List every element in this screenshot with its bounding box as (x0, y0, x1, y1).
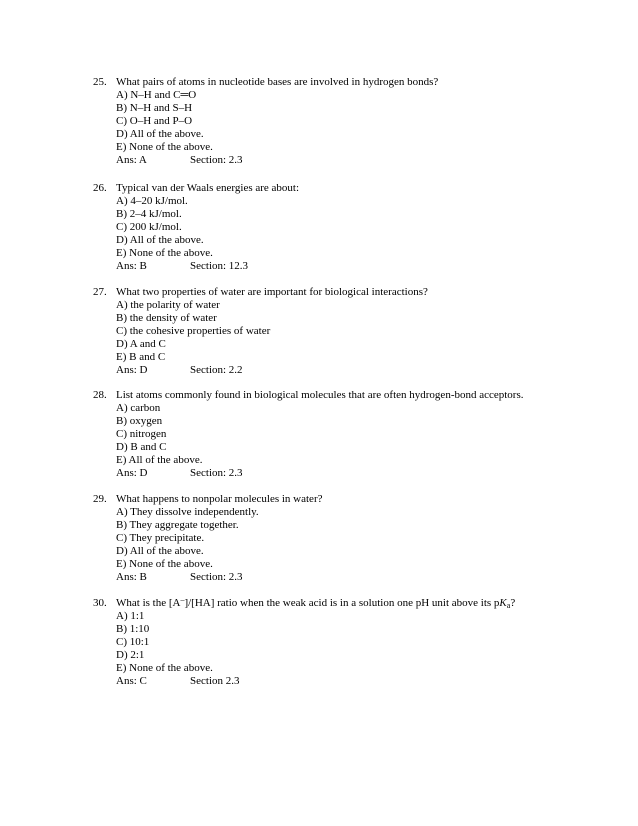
option-c: C) nitrogen (116, 428, 167, 440)
option-d: D) All of the above. (116, 128, 204, 140)
question-text (116, 597, 613, 610)
option-a: A) N–H and C═O (116, 89, 197, 101)
option-b: B) 1:10 (116, 623, 150, 635)
section-ref: Section: 2.3 (190, 154, 243, 166)
question-30 (93, 597, 613, 688)
option-e: E) None of the above. (116, 141, 213, 153)
question-28 (93, 389, 613, 480)
option-a: A) 1:1 (116, 610, 145, 622)
option-d: D) A and C (116, 338, 166, 350)
answer: Ans: C (116, 675, 147, 687)
question-27 (93, 286, 613, 377)
question-26 (93, 182, 613, 273)
option-c: C) 10:1 (116, 636, 150, 648)
answer: Ans: B (116, 571, 147, 583)
question-text: What two properties of water are important for biological interactions? (116, 286, 428, 298)
option-b: B) the density of water (116, 312, 217, 324)
answer: Ans: A (116, 154, 147, 166)
section-ref: Section: 2.3 (190, 467, 243, 479)
option-e: E) B and C (116, 351, 166, 363)
option-e: E) All of the above. (116, 454, 203, 466)
answer: Ans: B (116, 260, 147, 272)
question-text: Typical van der Waals energies are about: (116, 182, 300, 194)
option-a: A) the polarity of water (116, 299, 220, 311)
option-c: C) They precipitate. (116, 532, 205, 544)
ka-symbol: K (499, 597, 507, 609)
question-number: 28. (93, 389, 107, 401)
option-a: A) 4–20 kJ/mol. (116, 195, 188, 207)
question-text-middle: ]/[HA] ratio when the weak acid is in a solution one pH unit above its p (184, 597, 500, 609)
option-a: A) They dissolve independently. (116, 506, 259, 518)
option-d: D) 2:1 (116, 649, 145, 661)
option-c: C) O–H and P–O (116, 115, 193, 127)
question-number: 25. (93, 76, 107, 88)
option-e: E) None of the above. (116, 558, 213, 570)
ka-subscript: a (506, 601, 511, 610)
section-ref: Section: 2.3 (190, 571, 243, 583)
question-text-start: What is the [A (116, 597, 181, 609)
section-ref: Section 2.3 (190, 675, 240, 687)
option-c: C) the cohesive properties of water (116, 325, 271, 337)
option-e: E) None of the above. (116, 662, 213, 674)
question-25 (93, 76, 613, 167)
question-text: List atoms commonly found in biological molecules that are often hydrogen-bond acceptors. (116, 389, 524, 401)
option-b: B) oxygen (116, 415, 163, 427)
question-text-end: ? (510, 597, 516, 609)
question-number: 29. (93, 493, 107, 505)
question-number: 27. (93, 286, 107, 298)
option-c: C) 200 kJ/mol. (116, 221, 182, 233)
section-ref: Section: 2.2 (190, 364, 243, 376)
option-d: D) B and C (116, 441, 167, 453)
question-number: 30. (93, 597, 107, 609)
option-d: D) All of the above. (116, 234, 204, 246)
question-text: What happens to nonpolar molecules in water? (116, 493, 323, 505)
section-ref: Section: 12.3 (190, 260, 249, 272)
option-e: E) None of the above. (116, 247, 213, 259)
answer: Ans: D (116, 364, 148, 376)
question-29 (93, 493, 613, 584)
option-b: B) 2–4 kJ/mol. (116, 208, 182, 220)
answer: Ans: D (116, 467, 148, 479)
superscript-minus: – (180, 595, 185, 604)
question-number: 26. (93, 182, 107, 194)
option-d: D) All of the above. (116, 545, 204, 557)
option-b: B) They aggregate together. (116, 519, 239, 531)
option-a: A) carbon (116, 402, 161, 414)
question-text: What pairs of atoms in nucleotide bases are involved in hydrogen bonds? (116, 76, 439, 88)
option-b: B) N–H and S–H (116, 102, 193, 114)
